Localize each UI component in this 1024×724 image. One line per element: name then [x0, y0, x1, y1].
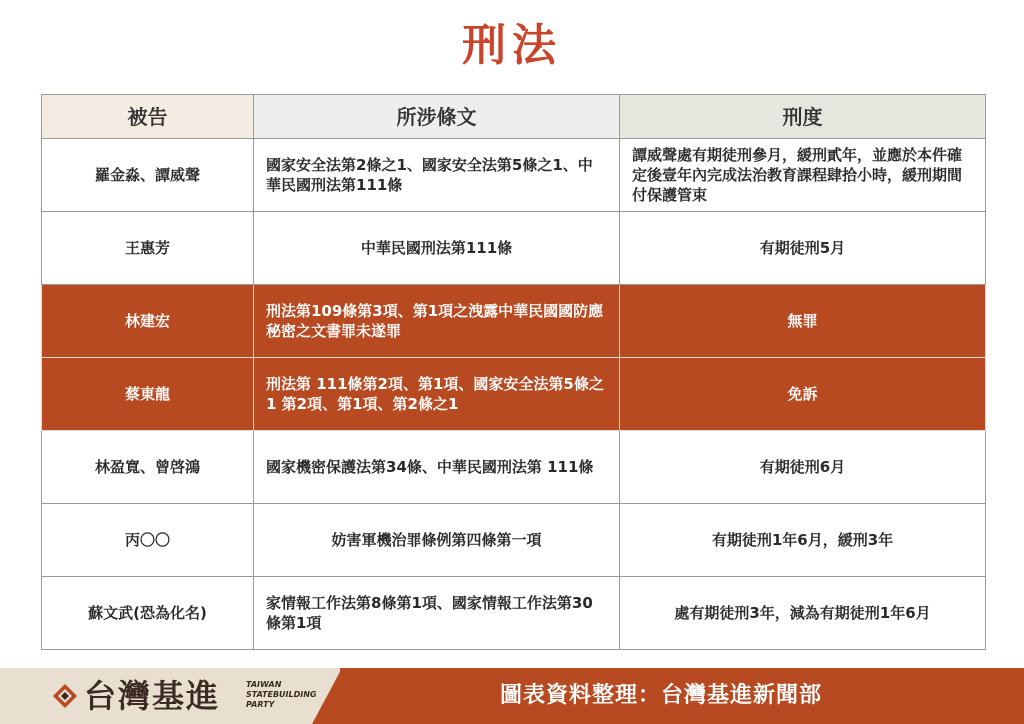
table-row-highlighted	[42, 285, 986, 358]
table-row	[42, 504, 986, 577]
cell-sentence: 譚威聲處有期徒刑參月，緩刑貳年，並應於本件確定後壹年內完成法治教育課程肆拾小時，緩刑期間付保護管束	[620, 139, 986, 212]
table-row-highlighted	[42, 358, 986, 431]
cell-statute: 國家機密保護法第34條、中華民國刑法第 111條	[254, 431, 620, 504]
cell-defendant: 王惠芳	[42, 212, 254, 285]
cell-statute: 刑法第 111條第2項、第1項、國家安全法第5條之1 第2項、第1項、第2條之1	[254, 358, 620, 431]
cell-defendant: 蔡東龍	[42, 358, 254, 431]
table-row	[42, 139, 986, 212]
cell-statute: 中華民國刑法第111條	[254, 212, 620, 285]
cell-sentence: 無罪	[620, 285, 986, 358]
cell-defendant: 林盈寬、曾啓鴻	[42, 431, 254, 504]
logo-sub-line: PARTY	[246, 700, 275, 709]
table-row	[42, 431, 986, 504]
table-row	[42, 212, 986, 285]
footer	[0, 668, 1024, 724]
sentencing-table	[41, 94, 986, 650]
cell-defendant: 林建宏	[42, 285, 254, 358]
cell-defendant: 蘇文武(恐為化名)	[42, 577, 254, 650]
table-row	[42, 577, 986, 650]
cell-sentence: 免訴	[620, 358, 986, 431]
cell-statute: 國家安全法第2條之1、國家安全法第5條之1、中華民國刑法第111條	[254, 139, 620, 212]
table-header-row	[42, 95, 986, 139]
cell-defendant: 丙〇〇	[42, 504, 254, 577]
header-defendant: 被告	[42, 95, 254, 139]
header-statute: 所涉條文	[254, 95, 620, 139]
cell-defendant: 羅金淼、譚威聲	[42, 139, 254, 212]
party-logo-subtitle	[246, 680, 317, 710]
source-credit: 圖表資料整理：台灣基進新聞部	[500, 683, 823, 708]
cell-sentence: 處有期徒刑3年，減為有期徒刑1年6月	[620, 577, 986, 650]
cell-sentence: 有期徒刑1年6月，緩刑3年	[620, 504, 986, 577]
cell-statute: 刑法第109條第3項、第1項之洩露中華民國國防應秘密之文書罪未遂罪	[254, 285, 620, 358]
cell-statute: 妨害軍機治罪條例第四條第一項	[254, 504, 620, 577]
header-sentence: 刑度	[620, 95, 986, 139]
cell-sentence: 有期徒刑6月	[620, 431, 986, 504]
party-logo-icon	[52, 683, 78, 709]
cell-statute: 家情報工作法第8條第1項、國家情報工作法第30條第1項	[254, 577, 620, 650]
cell-sentence: 有期徒刑5月	[620, 212, 986, 285]
page-title: 刑法	[462, 20, 562, 71]
logo-sub-line: STATEBUILDING	[246, 690, 317, 699]
logo-sub-line: TAIWAN	[246, 680, 282, 689]
party-logo-text: 台灣基進	[84, 677, 221, 715]
